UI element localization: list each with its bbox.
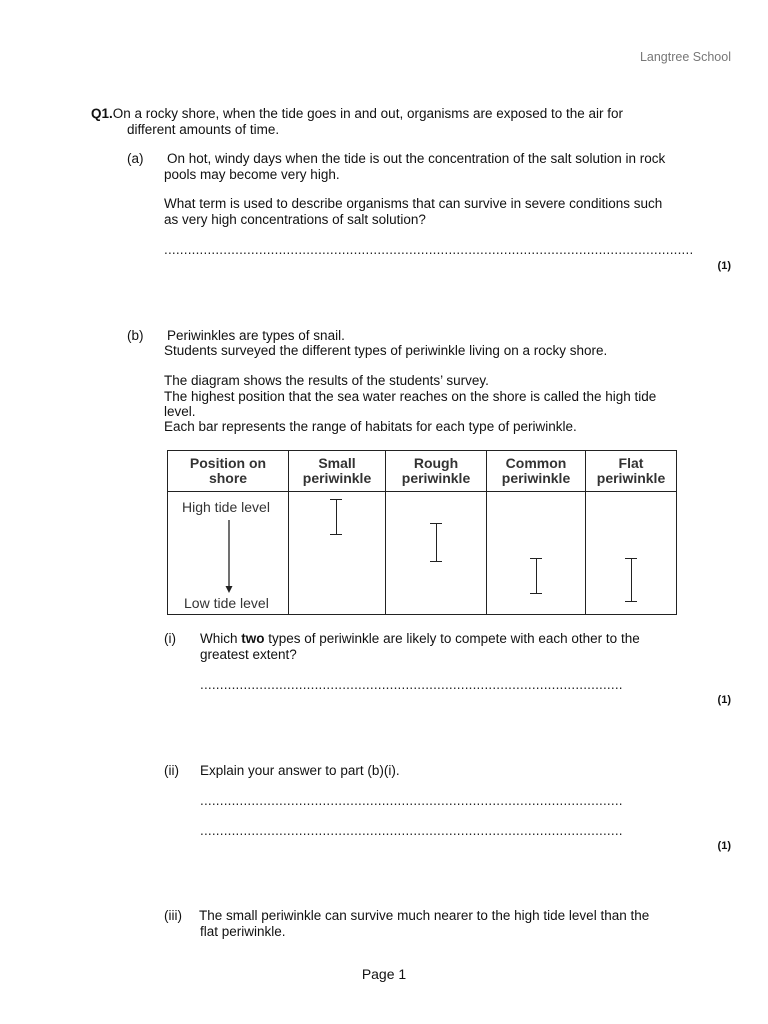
- sub-ii-line1: Explain your answer to part (b)(i).: [200, 763, 400, 778]
- header-common: Common periwinkle: [487, 451, 586, 492]
- table-header-row: [168, 451, 677, 492]
- sub-i-marks: (1): [717, 694, 731, 706]
- question-intro-line1: Q1.On a rocky shore, when the tide goes in and out, organisms are exposed to the air for: [91, 106, 624, 121]
- sub-ii-label: (ii): [164, 763, 179, 778]
- high-tide-label: High tide level: [182, 499, 270, 515]
- part-b-line2: Students surveyed the different types of periwinkle living on a rocky shore.: [164, 343, 608, 358]
- sub-iii-line2: flat periwinkle.: [200, 924, 286, 939]
- header-flat: Flat periwinkle: [586, 451, 677, 492]
- down-arrow-icon: [223, 518, 235, 594]
- position-cell: [168, 492, 289, 615]
- sub-i-line1: Which two types of periwinkle are likely to compete with each other to the: [200, 631, 640, 646]
- small-periwinkle-range-bar: [330, 499, 342, 535]
- low-tide-label: Low tide level: [184, 595, 269, 611]
- part-b-line1: Periwinkles are types of snail.: [167, 328, 345, 343]
- part-a-line3: What term is used to describe organisms that can survive in severe conditions such: [164, 196, 663, 211]
- sub-iii-line1: The small periwinkle can survive much nearer to the high tide level than the: [199, 908, 650, 923]
- part-b-line6: Each bar represents the range of habitats for each type of periwinkle.: [164, 419, 577, 434]
- page-number: Page 1: [361, 966, 407, 982]
- header-position: Position on shore: [168, 451, 289, 492]
- part-b-line3: The diagram shows the results of the students’ survey.: [164, 373, 489, 388]
- sub-ii-answer-line2[interactable]: ...........................................................................................................: [200, 823, 623, 838]
- flat-periwinkle-range-bar: [625, 558, 637, 602]
- common-periwinkle-cell: [487, 492, 586, 615]
- header-rough: Rough periwinkle: [386, 451, 487, 492]
- part-b-line5: level.: [164, 404, 196, 419]
- part-a-label: (a): [127, 151, 144, 166]
- sub-i-label: (i): [164, 631, 176, 646]
- flat-periwinkle-cell: [586, 492, 677, 615]
- part-b-label: (b): [127, 328, 144, 343]
- question-number: Q1.: [91, 106, 113, 121]
- table-body-row: [168, 492, 677, 615]
- small-periwinkle-cell: [289, 492, 386, 615]
- sub-i-answer-line[interactable]: ...........................................................................................................: [200, 677, 623, 692]
- sub-ii-marks: (1): [717, 840, 731, 852]
- sub-ii-answer-line1[interactable]: ...........................................................................................................: [200, 793, 623, 808]
- part-a-line2: pools may become very high.: [164, 167, 340, 182]
- periwinkle-survey-table: [167, 450, 677, 615]
- rough-periwinkle-cell: [386, 492, 487, 615]
- part-a-line1: On hot, windy days when the tide is out the concentration of the salt solution in rock: [167, 151, 666, 166]
- school-name: Langtree School: [639, 50, 731, 64]
- sub-iii-label: (iii): [164, 908, 182, 923]
- part-b-line4: The highest position that the sea water reaches on the shore is called the high tide: [164, 389, 657, 404]
- part-a-answer-line[interactable]: ......................................................................................................................................: [164, 242, 694, 257]
- rough-periwinkle-range-bar: [430, 523, 442, 562]
- sub-i-line2: greatest extent?: [200, 647, 297, 662]
- header-small: Small periwinkle: [289, 451, 386, 492]
- question-intro-line2: different amounts of time.: [127, 122, 280, 137]
- part-a-line4: as very high concentrations of salt solution?: [164, 212, 426, 227]
- common-periwinkle-range-bar: [530, 558, 542, 594]
- part-a-marks: (1): [717, 260, 731, 272]
